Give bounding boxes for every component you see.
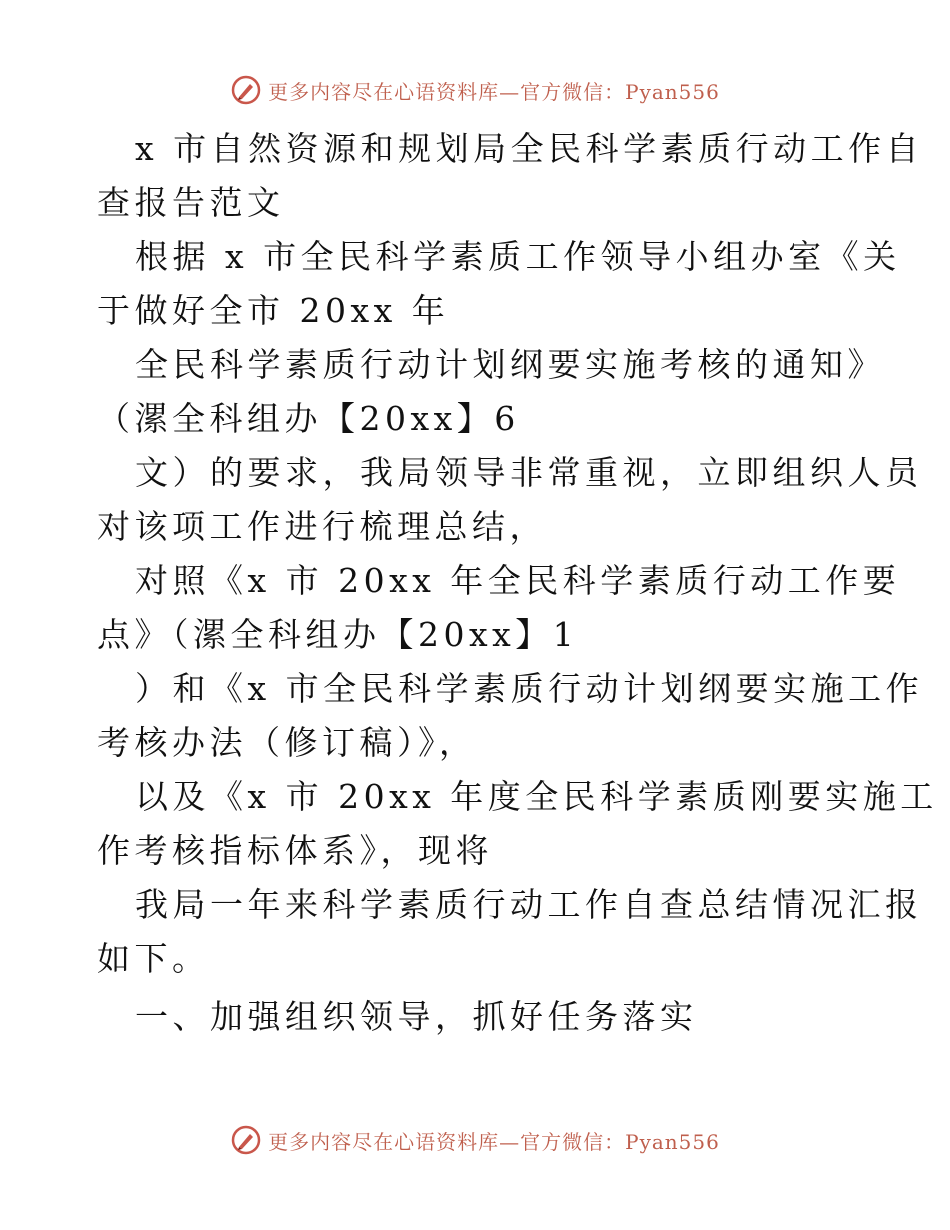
text-line: 考核办法（修订稿）》， — [97, 723, 477, 762]
watermark-footer — [0, 1120, 950, 1160]
text-line: 以及《x 市 20xx 年度全民科学素质刚要实施工 — [135, 777, 938, 816]
text-line: 作考核指标体系》，现将 — [97, 831, 493, 870]
text-line: ）和《x 市全民科学素质行动计划纲要实施工作 — [135, 669, 924, 708]
text-line: 查报告范文 — [97, 183, 285, 222]
text-line: 一、加强组织领导，抓好任务落实 — [135, 997, 698, 1036]
pen-logo-icon — [230, 1124, 262, 1156]
text-line: 对照《x 市 20xx 年全民科学素质行动工作要 — [135, 561, 901, 600]
watermark-header — [0, 70, 950, 110]
text-line: x 市自然资源和规划局全民科学素质行动工作自 — [135, 129, 924, 168]
text-line: 对该项工作进行梳理总结， — [97, 507, 547, 546]
watermark-text: 更多内容尽在心语资料库—官方微信：Pyan556 — [268, 1129, 720, 1154]
text-line: 文）的要求，我局领导非常重视，立即组织人员 — [135, 453, 923, 492]
pen-logo-icon — [230, 74, 262, 106]
text-line: 如下。 — [97, 939, 210, 978]
text-line: 我局一年来科学素质行动工作自查总结情况汇报 — [135, 885, 923, 924]
watermark-text: 更多内容尽在心语资料库—官方微信：Pyan556 — [268, 79, 720, 104]
text-line: 点》（漯全科组办【20xx】1 — [97, 615, 579, 654]
text-line: 根据 x 市全民科学素质工作领导小组办室《关 — [135, 237, 901, 276]
document-body — [97, 122, 938, 1044]
text-line: （漯全科组办【20xx】6 — [97, 399, 520, 438]
text-line: 全民科学素质行动计划纲要实施考核的通知》 — [135, 345, 885, 384]
text-line: 于做好全市 20xx 年 — [97, 291, 450, 330]
